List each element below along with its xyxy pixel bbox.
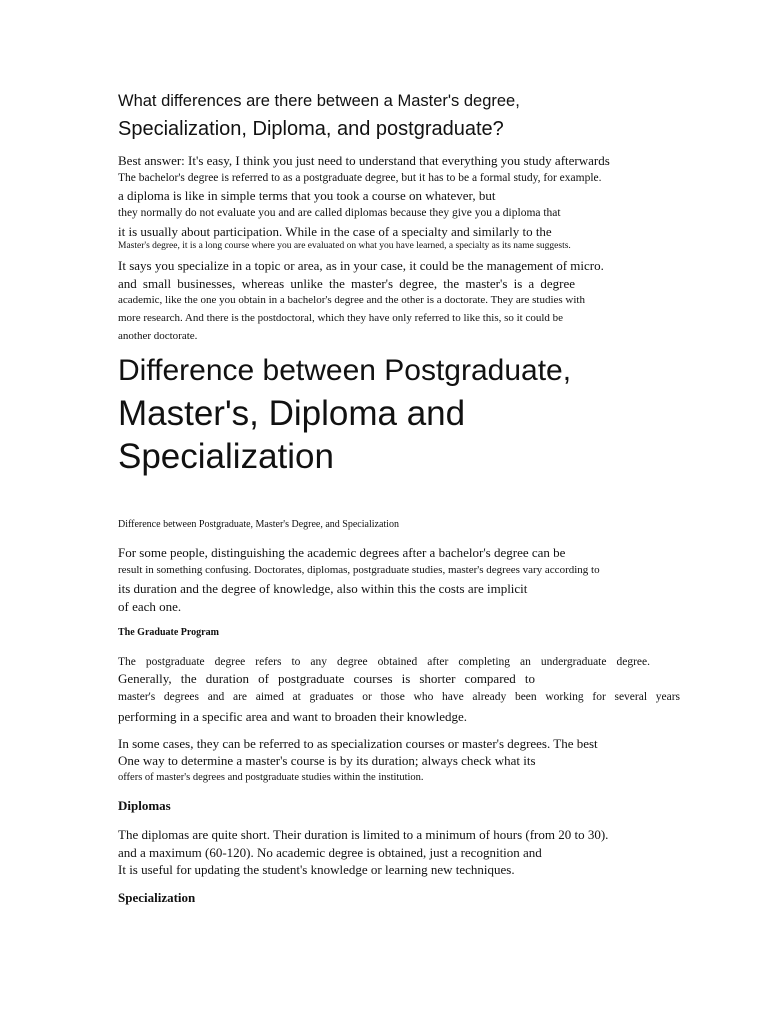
graduate-program-heading: The Graduate Program bbox=[118, 627, 219, 638]
question-title-line-2: Specialization, Diploma, and postgraduate? bbox=[118, 118, 504, 140]
answer-line: The bachelor's degree is referred to as a postgraduate degree, but it has to be a formal study, for example. bbox=[118, 172, 602, 184]
diplomas-line: and a maximum (60-120). No academic degree is obtained, just a recognition and bbox=[118, 845, 542, 860]
graduate-program-line: One way to determine a master's course is by its duration; always check what its bbox=[118, 753, 536, 768]
intro-line: For some people, distinguishing the academic degrees after a bachelor's degree can be bbox=[118, 545, 566, 560]
main-heading-line-2: Master's, Diploma and bbox=[118, 394, 466, 433]
diplomas-line: The diplomas are quite short. Their duration is limited to a minimum of hours (from 20 to 30). bbox=[118, 827, 609, 842]
section-caption: Difference between Postgraduate, Master's Degree, and Specialization bbox=[118, 519, 399, 530]
answer-line: they normally do not evaluate you and are called diplomas because they give you a diploma that bbox=[118, 207, 561, 219]
main-heading-line-1: Difference between Postgraduate, bbox=[118, 354, 572, 387]
answer-line: a diploma is like in simple terms that you took a course on whatever, but bbox=[118, 188, 496, 203]
intro-line: of each one. bbox=[118, 599, 182, 614]
graduate-program-line: master's degrees and are aimed at graduates or those who have already been working for several years bbox=[118, 691, 680, 703]
graduate-program-line: In some cases, they can be referred to as specialization courses or master's degrees. The best bbox=[118, 736, 598, 751]
graduate-program-line: performing in a specific area and want to broaden their knowledge. bbox=[118, 709, 468, 724]
diplomas-heading: Diplomas bbox=[118, 798, 171, 813]
diplomas-line: It is useful for updating the student's knowledge or learning new techniques. bbox=[118, 862, 515, 877]
graduate-program-line: offers of master's degrees and postgraduate studies within the institution. bbox=[118, 772, 424, 783]
main-heading-line-3: Specialization bbox=[118, 437, 334, 476]
question-title-line-1: What differences are there between a Master's degree, bbox=[118, 92, 520, 110]
graduate-program-line: Generally, the duration of postgraduate courses is shorter compared to bbox=[118, 671, 535, 686]
answer-line: academic, like the one you obtain in a bachelor's degree and the other is a doctorate. They are studies with bbox=[118, 294, 585, 306]
specialization-heading: Specialization bbox=[118, 890, 196, 905]
intro-line: result in something confusing. Doctorates, diplomas, postgraduate studies, master's degrees vary according to bbox=[118, 564, 600, 576]
graduate-program-line: The postgraduate degree refers to any degree obtained after completing an undergraduate degree. bbox=[118, 656, 650, 668]
answer-line: Best answer: It's easy, I think you just need to understand that everything you study afterwards bbox=[118, 153, 610, 168]
answer-line: it is usually about participation. While in the case of a specialty and similarly to the bbox=[118, 224, 552, 239]
intro-line: its duration and the degree of knowledge, also within this the costs are implicit bbox=[118, 581, 528, 596]
answer-line: another doctorate. bbox=[118, 330, 198, 342]
answer-line: and small businesses, whereas unlike the master's degree, the master's is a degree bbox=[118, 276, 575, 291]
answer-line: more research. And there is the postdoctoral, which they have only referred to like this, so it could be bbox=[118, 312, 564, 324]
answer-line: Master's degree, it is a long course where you are evaluated on what you have learned, a specialty as its name suggests. bbox=[118, 241, 571, 251]
answer-line: It says you specialize in a topic or area, as in your case, it could be the management of micro. bbox=[118, 258, 604, 273]
